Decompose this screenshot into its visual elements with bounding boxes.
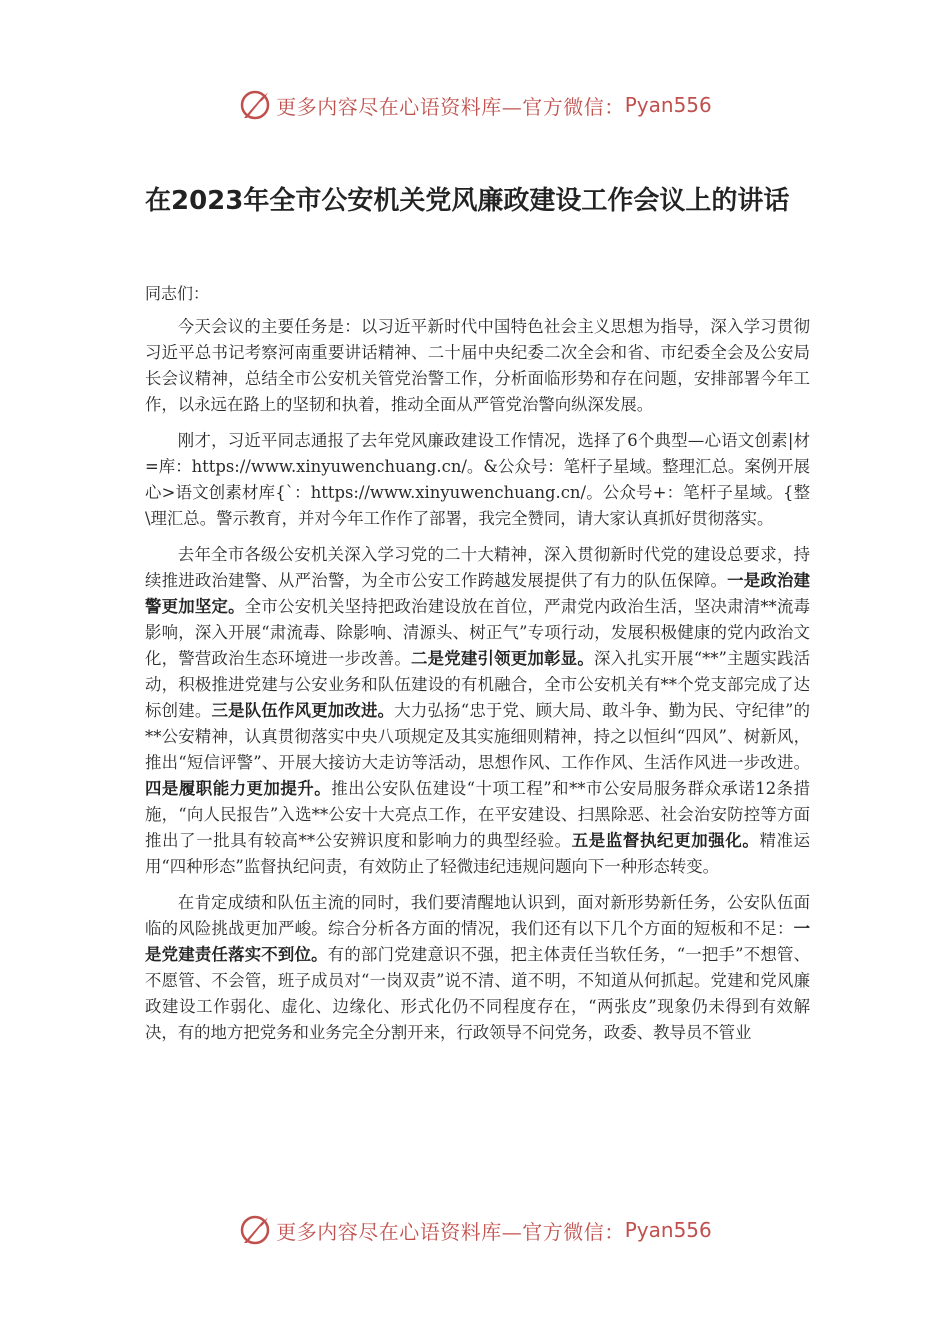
shortcoming-1-heading: 一是党建责任落实不到位。 xyxy=(145,919,810,964)
paragraph-4 xyxy=(145,890,810,1046)
paragraph-3-text-3: 深入扎实开展“**”主题实践活动，积极推进党建与公安业务和队伍建设的有机融合，全市公安机关有**个党支部完成了达标创建。 xyxy=(145,649,811,720)
point-5-heading: 五是监督执纪更加强化。 xyxy=(571,831,760,850)
watermark-handle: Pyan556 xyxy=(624,1218,712,1242)
paragraph-2: 刚才，习近平同志通报了去年党风廉政建设工作情况，选择了6个典型—心语文创素|材=库：https://www.xinyuwenchuang.cn/。&公众号：笔杆子星域。整理汇总。案例开展心>语文创素材库{`：https://www.xinyuwenchuang.cn/。公众号+：笔杆子星域。{整\理汇总。警示教育，并对今年工作作了部署，我完全赞同，请大家认真抓好贯彻落实。 xyxy=(145,431,810,528)
watermark-text: 更多内容尽在心语资料库—官方微信： xyxy=(276,94,625,119)
watermark-handle: Pyan556 xyxy=(624,93,712,117)
watermark-text: 更多内容尽在心语资料库—官方微信： xyxy=(276,1219,625,1244)
point-4-heading: 四是履职能力更加提升。 xyxy=(145,779,332,798)
document-body xyxy=(145,314,810,1056)
paragraph-3-text-4: 大力弘扬“忠于党、顾大局、敢斗争、勤为民、守纪律”的**公安精神，认真贯彻落实中央八项规定及其实施细则精神，持之以恒纠“四风”、树新风，推出“短信评警”、开展大接访大走访等活动，思想作风、工作作风、生活作风进一步改进。 xyxy=(145,701,811,772)
watermark-header xyxy=(0,80,950,130)
greeting: 同志们： xyxy=(145,284,210,303)
paragraph-3-text-2: 全市公安机关坚持把政治建设放在首位，严肃党内政治生活，坚决肃清**流毒影响，深入开展“肃流毒、除影响、清源头、树正气”专项行动，发展积极健康的党内政治文化，警营政治生态环境进一步改善。 xyxy=(145,597,811,668)
feather-pen-logo-icon xyxy=(238,1213,272,1247)
paragraph-3 xyxy=(145,542,810,880)
paragraph-3-text-1: 去年全市各级公安机关深入学习党的二十大精神，深入贯彻新时代党的建设总要求，持续推进政治建警、从严治警，为全市公安工作跨越发展提供了有力的队伍保障。 xyxy=(145,545,810,590)
point-3-heading: 三是队伍作风更加改进。 xyxy=(211,701,395,720)
paragraph-1: 今天会议的主要任务是：以习近平新时代中国特色社会主义思想为指导，深入学习贯彻习近平总书记考察河南重要讲话精神、二十届中央纪委二次全会和省、市纪委全会及公安局长会议精神，总结全市公安机关管党治警工作，分析面临形势和存在问题，安排部署今年工作，以永远在路上的坚韧和执着，推动全面从严管党治警向纵深发展。 xyxy=(145,317,810,414)
feather-pen-logo-icon xyxy=(238,88,272,122)
paragraph-4-text-1: 在肯定成绩和队伍主流的同时，我们要清醒地认识到，面对新形势新任务，公安队伍面临的风险挑战更加严峻。综合分析各方面的情况，我们还有以下几个方面的短板和不足： xyxy=(145,893,810,938)
point-1-heading: 一是政治建警更加坚定。 xyxy=(145,571,811,616)
paragraph-3-text-6: 精准运用“四种形态”监督执纪问责，有效防止了轻微违纪违规问题向下一种形态转变。 xyxy=(145,831,811,876)
watermark-footer xyxy=(0,1205,950,1255)
point-2-heading: 二是党建引领更加彰显。 xyxy=(411,649,594,668)
paragraph-4-text-2: 有的部门党建意识不强，把主体责任当软任务，“一把手”不想管、不愿管、不会管，班子成员对“一岗双责”说不清、道不明，不知道从何抓起。党建和党风廉政建设工作弱化、虚化、边缘化、形式化仍不同程度存在，“两张皮”现象仍未得到有效解决，有的地方把党务和业务完全分割开来，行政领导不问党务，政委、教导员不管业 xyxy=(145,945,811,1042)
document-title: 在2023年全市公安机关党风廉政建设工作会议上的讲话 xyxy=(145,186,790,216)
paragraph-3-text-5: 推出公安队伍建设“十项工程”和**市公安局服务群众承诺12条措施，“向人民报告”入选**公安十大亮点工作，在平安建设、扫黑除恶、社会治安防控等方面推出了一批具有较高**公安辨识度和影响力的典型经验。 xyxy=(145,779,810,850)
